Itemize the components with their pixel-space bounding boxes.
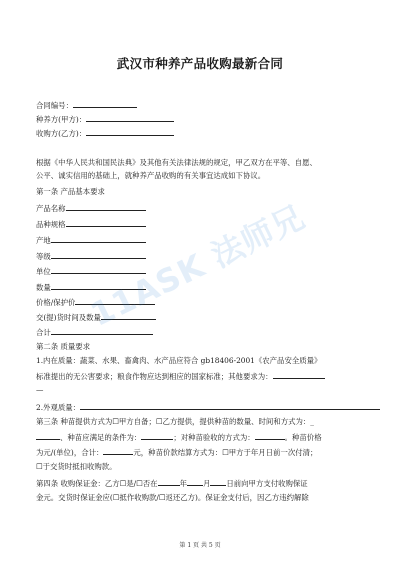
article-3-line-1 [36, 417, 314, 426]
text-segment: 年 [179, 479, 187, 488]
article-1-heading: 第一条 产品基本要求 [36, 187, 105, 196]
text-segment: 标准提出的无公害要求；粮食作物应达到相应的国家标准；其他要求为： [36, 372, 273, 381]
field-blank [66, 203, 146, 211]
deposit-year-blank [158, 478, 180, 486]
field-label: 品种规格 [36, 220, 66, 229]
party-b-row [36, 128, 174, 138]
text-segment: ；对种苗验收的方式为： [173, 433, 255, 442]
article-2-item-1-line-2 [36, 371, 325, 381]
article-2-item-1-line-1: 1.内在质量：蔬菜、水果、畜禽肉、水产品应符合 gb18406-2001《农产品安全质量》 [36, 356, 322, 365]
intro-line-1: 根据《中华人民共和国民法典》及其他有关法律法规的规定，甲乙双方在平等、自愿、 [36, 158, 317, 167]
field-blank [66, 219, 146, 227]
document-title: 武汉市种养产品收购最新合同 [116, 56, 284, 71]
field-label: 单位 [36, 267, 51, 276]
field-label: 价格/保护价 [36, 298, 76, 307]
page-footer: 第 1 页 共 5 页 [179, 542, 221, 549]
article-2-dash: — [36, 385, 44, 394]
text-segment: 、种苗应满足的条件为： [60, 433, 142, 442]
contract-number-row [36, 100, 137, 110]
text-segment: 第三条 种苗提供方式为☐甲方自备；☐乙方提供，提供种苗的数量、时间和方式为： [36, 417, 311, 426]
article-3-line-3 [36, 447, 317, 457]
text-segment: 月 [202, 479, 211, 488]
appearance-quality-blank [80, 402, 380, 410]
field-origin [36, 235, 146, 245]
field-variety-spec [36, 219, 146, 229]
field-grade [36, 251, 146, 261]
seedling-total-blank [103, 447, 133, 455]
field-label: 产地 [36, 236, 51, 245]
article-3-line-4: ☐于交货时抵扣收购款。 [36, 462, 117, 471]
text-segment: 日前向甲方支付收购保证 [226, 479, 308, 488]
seedling-inspection-blank [255, 432, 285, 440]
text-segment: 2.外观质量： [36, 403, 81, 412]
field-label: 等级 [36, 252, 51, 261]
article-4-line-2: 金元。交货时保证金应(☐抵作收购款/☐返还乙方)。保证金支付后，因乙方违约解除 [36, 493, 309, 502]
article-2-heading: 第二条 质量要求 [36, 342, 91, 351]
text-segment: 为元/(单位)，合计： [36, 448, 104, 457]
article-2-item-2 [36, 402, 380, 412]
intro-line-2: 公平、诚实信用的基础上，就种养产品收购的有关事宜达成如下协议。 [36, 171, 266, 180]
field-label: 产品名称 [36, 204, 66, 213]
field-total [36, 327, 153, 337]
field-label: 数量 [36, 283, 51, 292]
deposit-month-blank [187, 478, 203, 486]
contract-number-blank [73, 100, 137, 108]
party-b-blank [86, 128, 174, 136]
seedling-quantity-blank [36, 432, 60, 440]
article-3-line-2 [36, 432, 322, 442]
seedling-condition-blank [141, 432, 173, 440]
text-segment: 第四条 收购保证金：乙方☐是/☐否在 [36, 479, 158, 488]
text-segment: 。种苗价格 [284, 433, 322, 442]
watermark-logo: 11ASK 法师兄 [84, 197, 311, 334]
other-requirements-blank [273, 371, 325, 379]
field-label: 交(提)货时间及数量 [36, 313, 101, 322]
article-4-line-1 [36, 478, 308, 488]
field-label: 合计 [36, 328, 51, 337]
party-a-label: 种养方(甲方)： [36, 115, 87, 124]
text-segment: 元，种苗价款结算方式为：☐甲方于年月日前一次付清； [133, 448, 318, 457]
party-a-row [36, 114, 174, 124]
field-blank [51, 235, 146, 243]
party-a-blank [86, 114, 174, 122]
field-blank [51, 251, 146, 259]
contract-number-label: 合同编号： [36, 101, 73, 110]
field-product-name [36, 203, 146, 213]
text-segment: _ [310, 417, 314, 426]
deposit-day-blank [210, 478, 226, 486]
party-b-label: 收购方(乙方)： [36, 129, 87, 138]
